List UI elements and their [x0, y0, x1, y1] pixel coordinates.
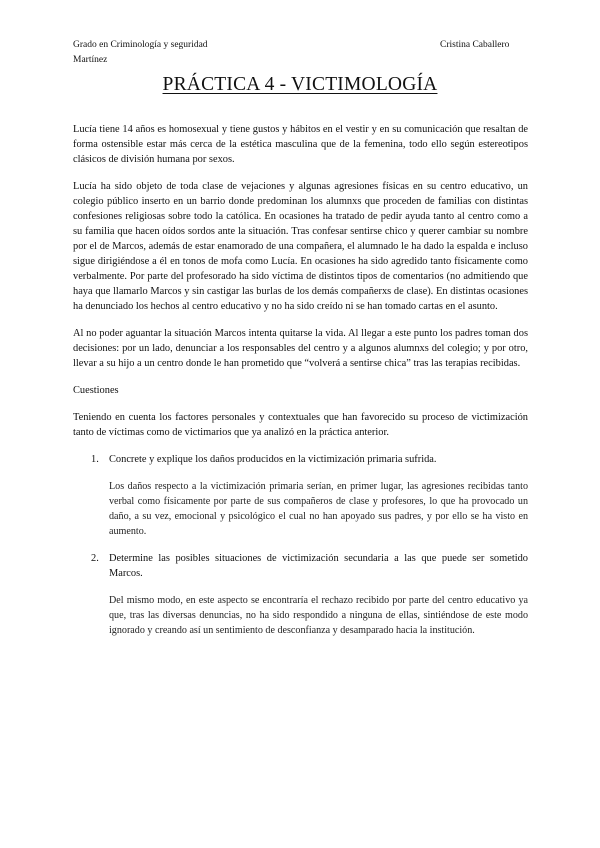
header-course: Grado en Criminología y seguridad Martínez: [73, 40, 208, 65]
list-item: [73, 452, 528, 539]
question-text: Determine las posibles situaciones de victimización secundaria a las que puede ser sometido Marcos.: [109, 553, 528, 579]
paragraph: Al no poder aguantar la situación Marcos intenta quitarse la vida. Al llegar a este punto los padres toman dos decisiones: por un lado, denunciar a los responsables del centro y a algunos alumnxs del colegio; y por otro, llevar a su hijo a un centro donde le han prometido que “volverá a sentirse chica” tras las terapias recibidas.: [73, 328, 528, 369]
question-number: 2.: [91, 553, 99, 564]
question-answer: Del mismo modo, en este aspecto se encontraría el rechazo recibido por parte del centro educativo ya que, tras las diversas denuncias, no ha sido respondido a ninguna de ellas, sintiéndose de este modo ignorado y creando así un sentimiento de desconfianza y desamparado hacia la institución.: [109, 595, 528, 636]
questions-list: [73, 452, 528, 638]
header-author: Cristina Caballero: [440, 40, 510, 50]
list-item: [73, 551, 528, 638]
document-body: [73, 122, 528, 650]
question-number: 1.: [91, 454, 99, 465]
page-title: PRÁCTICA 4 - VICTIMOLOGÍA: [162, 74, 438, 95]
paragraph: Lucía tiene 14 años es homosexual y tiene gustos y hábitos en el vestir y en su comunicación que resaltan de forma ostensible estar más cerca de la estética masculina que de la femenina, todo ello según estereotipos clásicos de división humana por sexos.: [73, 124, 528, 165]
questions-heading: Cuestiones: [73, 385, 119, 396]
question-answer: Los daños respecto a la victimización primaria serían, en primer lugar, las agresiones recibidas tanto verbal como físicamente por parte de sus compañeros de clase y profesores, lo que ha provocado un daño, a su vez, emocional y psicológico el cual no han apoyado sus padres, y por ello se ha visto en aumento.: [109, 481, 528, 537]
questions-intro: Teniendo en cuenta los factores personales y contextuales que han favorecido su proceso de victimización tanto de víctimas como de victimarios que ya analizó en la práctica anterior.: [73, 412, 528, 438]
paragraph: Lucía ha sido objeto de toda clase de vejaciones y algunas agresiones físicas en su centro educativo, un colegio público inserto en un barrio donde predominan los alumnxs que proceden de familias con distintas confesiones religiosas sobre todo la católica. En ocasiones ha tratado de pedir ayuda tanto al centro como a su familia que hacen oídos sordos ante la situación. Tras confesar sentirse chico y querer cambiar su nombre por el de Marcos, además de estar enamorado de una compañera, el alumnado le ha dado la espalda e incluso sigue dirigiéndose a él en tonos de mofa como Lucía. En ocasiones ha sido agredido tanto físicamente como verbalmente. Por parte del profesorado ha sido víctima de distintos tipos de comentarios (no admitiendo que haya que llamarlo Marcos y sin castigar las burlas de los demás compañerxs de clase). En distintas ocasiones ha denunciado los hechos al centro educativo y no ha sido creído ni se han tomado cartas en el asunto.: [73, 181, 528, 312]
question-text: Concrete y explique los daños producidos en la victimización primaria sufrida.: [109, 454, 437, 465]
